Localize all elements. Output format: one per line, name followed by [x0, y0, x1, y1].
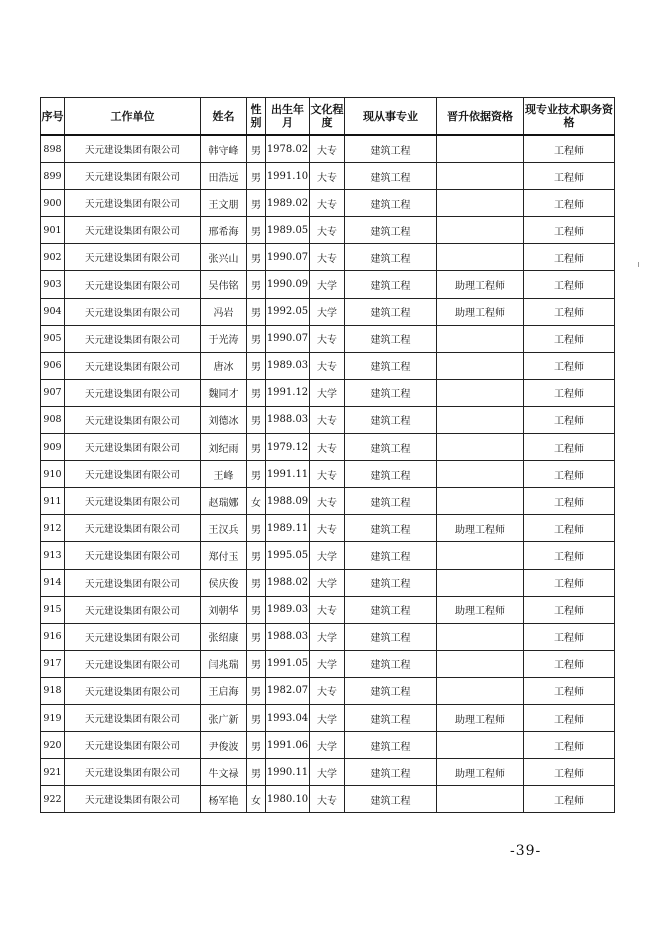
cell-name: 尹俊波 [201, 732, 247, 759]
cell-current-title: 工程师 [524, 704, 615, 731]
cell-index: 910 [41, 461, 65, 488]
cell-employer: 天元建设集团有限公司 [65, 434, 201, 461]
cell-name: 牛文禄 [201, 759, 247, 786]
cell-employer: 天元建设集团有限公司 [65, 461, 201, 488]
cell-employer: 天元建设集团有限公司 [65, 135, 201, 163]
cell-name: 韩守峰 [201, 135, 247, 163]
table-row [41, 461, 615, 488]
header-promotion-basis: 晋升依据资格 [437, 98, 524, 136]
cell-index: 921 [41, 759, 65, 786]
cell-birth: 1978.02 [266, 135, 310, 163]
cell-name: 闫兆瑞 [201, 650, 247, 677]
cell-specialty: 建筑工程 [345, 704, 437, 731]
cell-current-title: 工程师 [524, 461, 615, 488]
cell-gender: 男 [247, 217, 266, 244]
cell-current-title: 工程师 [524, 298, 615, 325]
cell-promotion-basis [437, 352, 524, 379]
cell-name: 冯岩 [201, 298, 247, 325]
cell-birth: 1991.11 [266, 461, 310, 488]
cell-specialty: 建筑工程 [345, 190, 437, 217]
cell-education: 大专 [310, 190, 345, 217]
cell-name: 吴伟铭 [201, 271, 247, 298]
cell-index: 903 [41, 271, 65, 298]
table-row [41, 515, 615, 542]
table-row [41, 542, 615, 569]
cell-education: 大专 [310, 406, 345, 433]
cell-education: 大学 [310, 704, 345, 731]
cell-promotion-basis [437, 732, 524, 759]
cell-specialty: 建筑工程 [345, 461, 437, 488]
table-header-row [41, 98, 615, 136]
cell-education: 大专 [310, 352, 345, 379]
cell-birth: 1980.10 [266, 786, 310, 813]
cell-promotion-basis [437, 542, 524, 569]
cell-promotion-basis [437, 325, 524, 352]
cell-promotion-basis [437, 677, 524, 704]
cell-specialty: 建筑工程 [345, 488, 437, 515]
cell-employer: 天元建设集团有限公司 [65, 244, 201, 271]
table-row [41, 244, 615, 271]
cell-index: 900 [41, 190, 65, 217]
cell-current-title: 工程师 [524, 542, 615, 569]
cell-employer: 天元建设集团有限公司 [65, 650, 201, 677]
header-name: 姓名 [201, 98, 247, 136]
cell-employer: 天元建设集团有限公司 [65, 515, 201, 542]
cell-gender: 男 [247, 461, 266, 488]
cell-current-title: 工程师 [524, 190, 615, 217]
cell-promotion-basis [437, 461, 524, 488]
cell-promotion-basis [437, 488, 524, 515]
cell-current-title: 工程师 [524, 244, 615, 271]
cell-specialty: 建筑工程 [345, 569, 437, 596]
cell-birth: 1988.02 [266, 569, 310, 596]
cell-index: 922 [41, 786, 65, 813]
cell-specialty: 建筑工程 [345, 677, 437, 704]
cell-current-title: 工程师 [524, 677, 615, 704]
cell-name: 张兴山 [201, 244, 247, 271]
cell-specialty: 建筑工程 [345, 434, 437, 461]
cell-employer: 天元建设集团有限公司 [65, 569, 201, 596]
cell-specialty: 建筑工程 [345, 298, 437, 325]
cell-name: 刘德冰 [201, 406, 247, 433]
cell-employer: 天元建设集团有限公司 [65, 352, 201, 379]
cell-employer: 天元建设集团有限公司 [65, 325, 201, 352]
cell-specialty: 建筑工程 [345, 379, 437, 406]
table-row [41, 271, 615, 298]
personnel-table [40, 97, 615, 813]
cell-name: 王文朋 [201, 190, 247, 217]
cell-name: 于光涛 [201, 325, 247, 352]
cell-promotion-basis: 助理工程师 [437, 759, 524, 786]
cell-birth: 1989.03 [266, 352, 310, 379]
table-row [41, 434, 615, 461]
cell-education: 大专 [310, 163, 345, 190]
table-row [41, 325, 615, 352]
cell-birth: 1991.06 [266, 732, 310, 759]
header-specialty: 现从事专业 [345, 98, 437, 136]
cell-birth: 1990.11 [266, 759, 310, 786]
cell-promotion-basis [437, 217, 524, 244]
cell-education: 大学 [310, 623, 345, 650]
cell-specialty: 建筑工程 [345, 542, 437, 569]
cell-employer: 天元建设集团有限公司 [65, 271, 201, 298]
page-number: -39- [510, 843, 542, 859]
cell-gender: 女 [247, 786, 266, 813]
cell-birth: 1988.09 [266, 488, 310, 515]
cell-index: 919 [41, 704, 65, 731]
cell-current-title: 工程师 [524, 488, 615, 515]
cell-education: 大专 [310, 325, 345, 352]
cell-birth: 1982.07 [266, 677, 310, 704]
cell-birth: 1991.12 [266, 379, 310, 406]
cell-index: 908 [41, 406, 65, 433]
cell-promotion-basis [437, 163, 524, 190]
cell-name: 刘朝华 [201, 596, 247, 623]
cell-name: 张广新 [201, 704, 247, 731]
cell-education: 大专 [310, 135, 345, 163]
cell-promotion-basis: 助理工程师 [437, 271, 524, 298]
cell-birth: 1995.05 [266, 542, 310, 569]
cell-name: 侯庆俊 [201, 569, 247, 596]
cell-birth: 1989.05 [266, 217, 310, 244]
cell-current-title: 工程师 [524, 434, 615, 461]
cell-index: 906 [41, 352, 65, 379]
cell-current-title: 工程师 [524, 569, 615, 596]
cell-birth: 1979.12 [266, 434, 310, 461]
cell-specialty: 建筑工程 [345, 217, 437, 244]
table-row [41, 596, 615, 623]
cell-promotion-basis [437, 434, 524, 461]
cell-index: 902 [41, 244, 65, 271]
table-row [41, 569, 615, 596]
cell-name: 赵瑞娜 [201, 488, 247, 515]
cell-name: 杨军艳 [201, 786, 247, 813]
cell-specialty: 建筑工程 [345, 406, 437, 433]
cell-gender: 男 [247, 298, 266, 325]
cell-gender: 男 [247, 596, 266, 623]
cell-employer: 天元建设集团有限公司 [65, 406, 201, 433]
cell-index: 905 [41, 325, 65, 352]
cell-birth: 1991.10 [266, 163, 310, 190]
cell-promotion-basis [437, 650, 524, 677]
cell-promotion-basis [437, 244, 524, 271]
cell-specialty: 建筑工程 [345, 732, 437, 759]
table-row [41, 623, 615, 650]
cell-current-title: 工程师 [524, 135, 615, 163]
cell-gender: 男 [247, 650, 266, 677]
cell-birth: 1988.03 [266, 406, 310, 433]
cell-gender: 男 [247, 732, 266, 759]
cell-name: 刘纪雨 [201, 434, 247, 461]
cell-education: 大学 [310, 379, 345, 406]
cell-birth: 1990.07 [266, 244, 310, 271]
cell-specialty: 建筑工程 [345, 596, 437, 623]
cell-current-title: 工程师 [524, 217, 615, 244]
cell-current-title: 工程师 [524, 596, 615, 623]
header-birth: 出生年月 [266, 98, 310, 136]
cell-gender: 男 [247, 135, 266, 163]
table-row [41, 759, 615, 786]
cell-name: 王峰 [201, 461, 247, 488]
cell-specialty: 建筑工程 [345, 325, 437, 352]
table-row [41, 190, 615, 217]
cell-promotion-basis [437, 406, 524, 433]
cell-gender: 男 [247, 406, 266, 433]
cell-promotion-basis [437, 190, 524, 217]
cell-gender: 男 [247, 759, 266, 786]
cell-education: 大学 [310, 759, 345, 786]
cell-current-title: 工程师 [524, 379, 615, 406]
cell-promotion-basis [437, 569, 524, 596]
cell-education: 大专 [310, 217, 345, 244]
cell-index: 899 [41, 163, 65, 190]
cell-index: 916 [41, 623, 65, 650]
cell-index: 901 [41, 217, 65, 244]
cell-specialty: 建筑工程 [345, 271, 437, 298]
cell-birth: 1988.03 [266, 623, 310, 650]
cell-index: 920 [41, 732, 65, 759]
cell-index: 917 [41, 650, 65, 677]
cell-index: 918 [41, 677, 65, 704]
cell-education: 大专 [310, 488, 345, 515]
table-row [41, 163, 615, 190]
cell-birth: 1989.02 [266, 190, 310, 217]
cell-gender: 男 [247, 271, 266, 298]
cell-birth: 1992.05 [266, 298, 310, 325]
cell-current-title: 工程师 [524, 732, 615, 759]
cell-name: 魏同才 [201, 379, 247, 406]
cell-specialty: 建筑工程 [345, 244, 437, 271]
cell-education: 大学 [310, 298, 345, 325]
cell-promotion-basis: 助理工程师 [437, 515, 524, 542]
cell-current-title: 工程师 [524, 406, 615, 433]
cell-index: 909 [41, 434, 65, 461]
cell-index: 913 [41, 542, 65, 569]
cell-name: 唐冰 [201, 352, 247, 379]
cell-specialty: 建筑工程 [345, 786, 437, 813]
cell-gender: 男 [247, 190, 266, 217]
cell-index: 911 [41, 488, 65, 515]
cell-education: 大学 [310, 650, 345, 677]
cell-education: 大学 [310, 271, 345, 298]
cell-gender: 男 [247, 163, 266, 190]
cell-birth: 1989.03 [266, 596, 310, 623]
cell-specialty: 建筑工程 [345, 650, 437, 677]
table-row [41, 488, 615, 515]
cell-specialty: 建筑工程 [345, 135, 437, 163]
cell-gender: 男 [247, 379, 266, 406]
cell-name: 邢希海 [201, 217, 247, 244]
table-row [41, 217, 615, 244]
cell-index: 912 [41, 515, 65, 542]
table-row [41, 406, 615, 433]
cell-employer: 天元建设集团有限公司 [65, 704, 201, 731]
cell-education: 大学 [310, 569, 345, 596]
cell-current-title: 工程师 [524, 325, 615, 352]
table-row [41, 352, 615, 379]
cell-gender: 男 [247, 325, 266, 352]
cell-education: 大专 [310, 786, 345, 813]
cell-promotion-basis: 助理工程师 [437, 298, 524, 325]
cell-employer: 天元建设集团有限公司 [65, 379, 201, 406]
cell-gender: 男 [247, 244, 266, 271]
cell-promotion-basis [437, 379, 524, 406]
header-gender: 性别 [247, 98, 266, 136]
scan-mark [638, 262, 639, 267]
cell-employer: 天元建设集团有限公司 [65, 786, 201, 813]
cell-specialty: 建筑工程 [345, 623, 437, 650]
cell-specialty: 建筑工程 [345, 352, 437, 379]
header-employer: 工作单位 [65, 98, 201, 136]
cell-index: 907 [41, 379, 65, 406]
cell-name: 王汉兵 [201, 515, 247, 542]
header-education: 文化程度 [310, 98, 345, 136]
cell-education: 大专 [310, 677, 345, 704]
cell-gender: 男 [247, 677, 266, 704]
cell-employer: 天元建设集团有限公司 [65, 677, 201, 704]
cell-employer: 天元建设集团有限公司 [65, 298, 201, 325]
cell-employer: 天元建设集团有限公司 [65, 190, 201, 217]
table-row [41, 704, 615, 731]
cell-index: 898 [41, 135, 65, 163]
cell-gender: 女 [247, 488, 266, 515]
cell-name: 张绍康 [201, 623, 247, 650]
cell-index: 915 [41, 596, 65, 623]
cell-promotion-basis [437, 135, 524, 163]
cell-education: 大学 [310, 542, 345, 569]
cell-education: 大学 [310, 732, 345, 759]
cell-current-title: 工程师 [524, 650, 615, 677]
cell-name: 王启海 [201, 677, 247, 704]
cell-education: 大专 [310, 244, 345, 271]
cell-employer: 天元建设集团有限公司 [65, 732, 201, 759]
cell-current-title: 工程师 [524, 271, 615, 298]
cell-employer: 天元建设集团有限公司 [65, 488, 201, 515]
cell-employer: 天元建设集团有限公司 [65, 759, 201, 786]
cell-employer: 天元建设集团有限公司 [65, 542, 201, 569]
cell-name: 田浩远 [201, 163, 247, 190]
cell-education: 大专 [310, 596, 345, 623]
cell-education: 大专 [310, 461, 345, 488]
table-row [41, 298, 615, 325]
cell-gender: 男 [247, 704, 266, 731]
cell-gender: 男 [247, 352, 266, 379]
cell-gender: 男 [247, 623, 266, 650]
cell-employer: 天元建设集团有限公司 [65, 623, 201, 650]
cell-current-title: 工程师 [524, 163, 615, 190]
cell-employer: 天元建设集团有限公司 [65, 596, 201, 623]
cell-specialty: 建筑工程 [345, 163, 437, 190]
cell-birth: 1990.09 [266, 271, 310, 298]
table-body [41, 135, 615, 813]
cell-promotion-basis: 助理工程师 [437, 704, 524, 731]
cell-education: 大专 [310, 434, 345, 461]
table-row [41, 379, 615, 406]
cell-promotion-basis [437, 623, 524, 650]
table-row [41, 786, 615, 813]
cell-gender: 男 [247, 515, 266, 542]
cell-gender: 男 [247, 434, 266, 461]
header-index: 序号 [41, 98, 65, 136]
table-row [41, 677, 615, 704]
cell-promotion-basis: 助理工程师 [437, 596, 524, 623]
cell-gender: 男 [247, 569, 266, 596]
cell-gender: 男 [247, 542, 266, 569]
cell-current-title: 工程师 [524, 515, 615, 542]
cell-employer: 天元建设集团有限公司 [65, 163, 201, 190]
cell-birth: 1991.05 [266, 650, 310, 677]
cell-employer: 天元建设集团有限公司 [65, 217, 201, 244]
cell-current-title: 工程师 [524, 786, 615, 813]
cell-promotion-basis [437, 786, 524, 813]
cell-birth: 1990.07 [266, 325, 310, 352]
table-row [41, 135, 615, 163]
cell-current-title: 工程师 [524, 623, 615, 650]
cell-current-title: 工程师 [524, 759, 615, 786]
header-current-title: 现专业技术职务资格 [524, 98, 615, 136]
cell-specialty: 建筑工程 [345, 759, 437, 786]
cell-name: 郑付玉 [201, 542, 247, 569]
table-row [41, 732, 615, 759]
cell-birth: 1993.04 [266, 704, 310, 731]
cell-index: 914 [41, 569, 65, 596]
cell-specialty: 建筑工程 [345, 515, 437, 542]
cell-education: 大专 [310, 515, 345, 542]
cell-current-title: 工程师 [524, 352, 615, 379]
cell-index: 904 [41, 298, 65, 325]
cell-birth: 1989.11 [266, 515, 310, 542]
table-row [41, 650, 615, 677]
